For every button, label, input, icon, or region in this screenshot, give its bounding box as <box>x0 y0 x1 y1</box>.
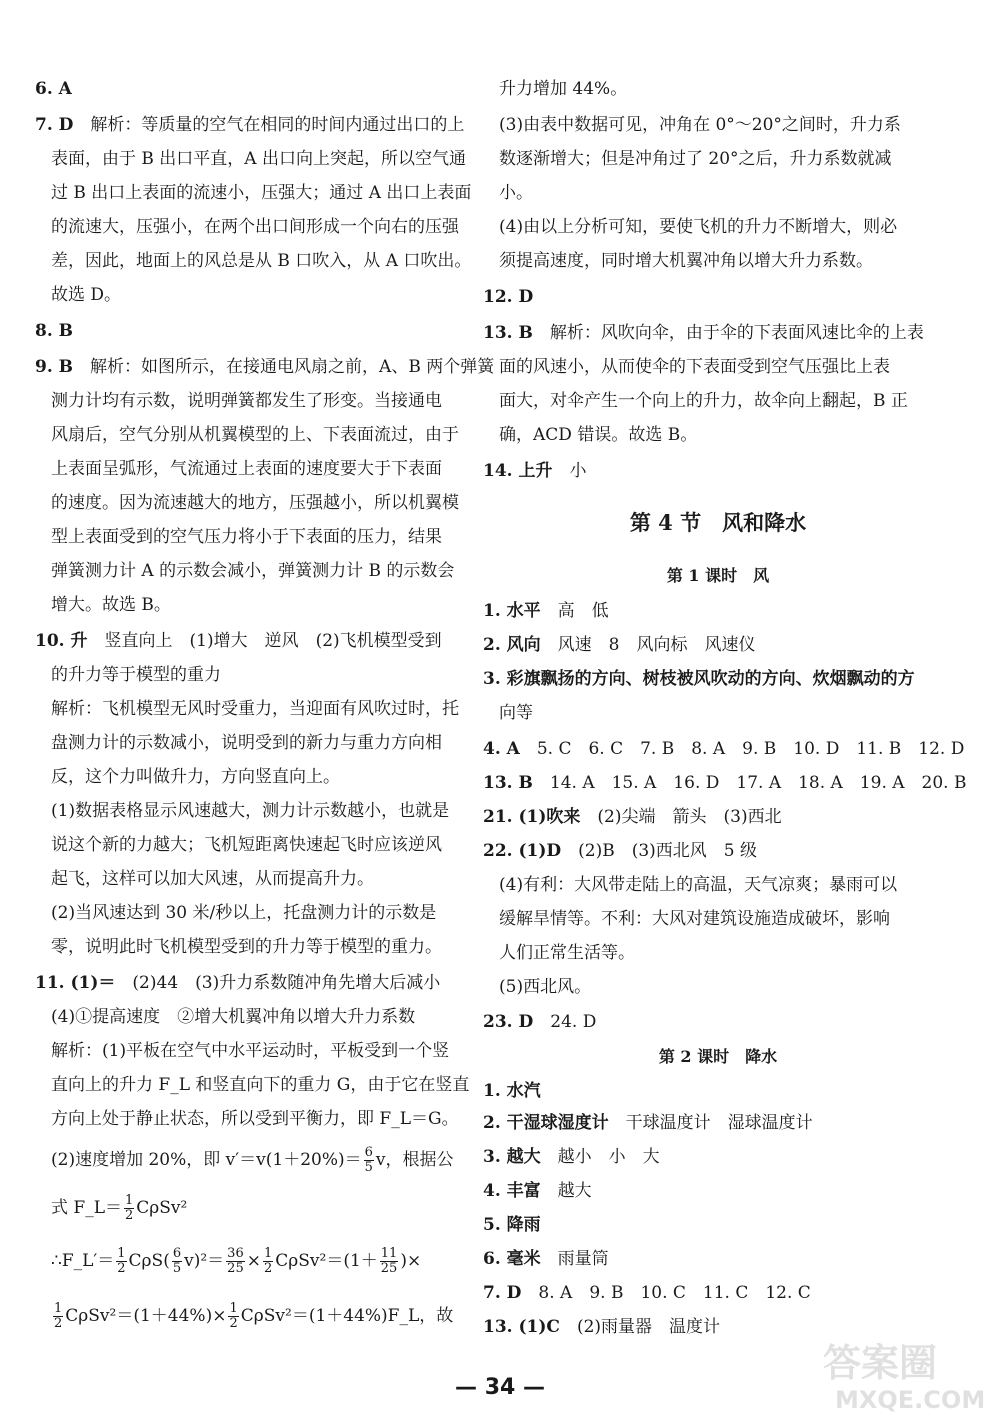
item-number: 13. B <box>483 773 533 793</box>
answer-line: 13. B 解析：风吹向伞，由于伞的下表面风速比伞的上表 <box>483 323 924 343</box>
answer-line: 表面，由于 B 出口平直，A 出口向上突起，所以空气通 <box>51 149 466 169</box>
lesson-title: 第 2 课时 降水 <box>658 1047 778 1066</box>
formula-text: (2)速度增加 20%，即 v′＝v(1＋20%)＝ <box>51 1150 362 1170</box>
formula-text: CρSv²＝(1＋44%)× <box>65 1306 227 1326</box>
answer-line: 解析：(1)平板在空气中水平运动时，平板受到一个竖 <box>51 1041 450 1061</box>
item-number: 7. D <box>483 1283 522 1303</box>
fraction <box>53 1302 63 1331</box>
formula-text: CρSv²＝(1＋ <box>275 1251 378 1271</box>
answer-line: 21. (1)吹来 (2)尖端 箭头 (3)西北 <box>483 807 782 827</box>
answer-line: 的速度。因为流速越大的地方，压强越小，所以机翼模 <box>51 493 459 513</box>
fraction <box>263 1247 273 1276</box>
formula-line <box>51 1245 421 1277</box>
item-number: 6. 毫米 <box>483 1249 541 1269</box>
answer-line: (3)由表中数据可见，冲角在 0°～20°之间时，升力系 <box>499 115 901 135</box>
answer-line: 小。 <box>499 183 533 203</box>
item-number: 1. 水汽 <box>483 1081 541 1101</box>
watermark-logo <box>815 1330 990 1415</box>
fraction-numerator: 1 <box>117 1246 126 1261</box>
formula-line <box>51 1144 454 1176</box>
formula-text: v)²＝ <box>184 1251 225 1271</box>
answer-line <box>483 1209 541 1241</box>
answer-line: 弹簧测力计 A 的示数会减小，弹簧测力计 B 的示数会 <box>51 561 455 581</box>
formula-text: × <box>246 1251 261 1271</box>
answer-line: 22. (1)D (2)B (3)西北风 5 级 <box>483 841 758 861</box>
fraction-denominator: 5 <box>364 1160 373 1175</box>
fraction-numerator: 6 <box>172 1246 182 1261</box>
fraction-denominator: 2 <box>117 1261 126 1276</box>
formula-text: CρSv²＝(1＋44%)F_L，故 <box>240 1306 454 1326</box>
answer-line: 11. (1)＝ (2)44 (3)升力系数随冲角先增大后减小 <box>35 973 441 993</box>
answer-line: 风扇后，空气分别从机翼模型的上、下表面流过，由于 <box>51 425 459 445</box>
item-number: 22. (1)D <box>483 841 562 861</box>
answer-line: 说这个新的力越大；飞机短距离快速起飞时应该逆风 <box>51 835 442 855</box>
answer-line: 故选 D。 <box>51 285 122 305</box>
item-number: 13. B <box>483 323 533 343</box>
item-number: 7. D <box>35 115 74 135</box>
item-number: 23. D <box>483 1012 534 1032</box>
fraction-denominator: 25 <box>380 1261 398 1276</box>
answer-line: 7. D 8. A 9. B 10. C 11. C 12. C <box>483 1283 811 1303</box>
item-number: 3. 彩旗飘扬的方向、树枝被风吹动的方向、炊烟飘动的方 <box>483 669 915 689</box>
fraction <box>364 1146 374 1175</box>
answer-line <box>35 73 72 105</box>
fraction <box>226 1247 245 1276</box>
answer-line: 2. 干湿球湿度计 干球温度计 湿球温度计 <box>483 1113 813 1133</box>
item-number: 5. 降雨 <box>483 1215 541 1235</box>
fraction-denominator: 5 <box>172 1261 182 1276</box>
answer-line: 2. 风向 风速 8 风向标 风速仪 <box>483 635 756 655</box>
answer-line: 直向上的升力 F_L 和竖直向下的重力 G，由于它在竖直 <box>51 1075 470 1095</box>
answer-line: 3. 越大 越小 小 大 <box>483 1147 660 1167</box>
answer-line: 数逐渐增大；但是冲角过了 20°之后，升力系数就减 <box>499 149 892 169</box>
item-number: 12. D <box>483 287 534 307</box>
page-number: — 34 — <box>455 1375 545 1400</box>
answer-line: 6. 毫米 雨量筒 <box>483 1249 609 1269</box>
fraction-numerator: 1 <box>229 1301 238 1316</box>
answer-line: 盘测力计的示数减小，说明受到的新力与重力方向相 <box>51 733 442 753</box>
answer-line: 9. B 解析：如图所示，在接通电风扇之前，A、B 两个弹簧 <box>35 357 495 377</box>
answer-line: 差，因此，地面上的风总是从 B 口吹入，从 A 口吹出。 <box>51 251 472 271</box>
answer-line: 向等 <box>499 703 533 723</box>
item-number: 2. 干湿球湿度计 <box>483 1113 609 1133</box>
answer-line: 缓解旱情等。不利：大风对建筑设施造成破坏，影响 <box>499 909 890 929</box>
answer-line: 23. D 24. D <box>483 1012 597 1032</box>
fraction <box>172 1247 182 1276</box>
item-number: 11. (1)＝ <box>35 973 116 993</box>
lesson-title: 第 1 课时 风 <box>666 566 770 585</box>
answer-line: 确，ACD 错误。故选 B。 <box>499 425 698 445</box>
answer-line <box>483 663 915 695</box>
answer-line: (1)数据表格显示风速越大，测力计示数越小，也就是 <box>51 801 450 821</box>
item-number: 2. 风向 <box>483 635 541 655</box>
answer-line: 的流速大，压强小，在两个出口间形成一个向右的压强 <box>51 217 459 237</box>
answer-line <box>483 281 533 313</box>
answer-line: (4)有利：大风带走陆上的高温，天气凉爽；暴雨可以 <box>499 875 898 895</box>
answer-line: 7. D 解析：等质量的空气在相同的时间内通过出口的上 <box>35 115 465 135</box>
fraction-denominator: 2 <box>263 1261 273 1276</box>
answer-line: (4)由以上分析可知，要使飞机的升力不断增大，则必 <box>499 217 898 237</box>
answer-line: (4)①提高速度 ②增大机翼冲角以增大升力系数 <box>51 1007 416 1027</box>
answer-line: 解析：飞机模型无风时受重力，当迎面有风吹过时，托 <box>51 699 459 719</box>
answer-line: 面大，对伞产生一个向上的升力，故伞向上翻起，B 正 <box>499 391 908 411</box>
item-number: 4. 丰富 <box>483 1181 541 1201</box>
fraction-numerator: 36 <box>227 1246 244 1261</box>
answer-line: 13. B 14. A 15. A 16. D 17. A 18. A 19. A 20. B <box>483 773 967 793</box>
fraction-numerator: 6 <box>364 1145 373 1160</box>
fraction <box>116 1247 126 1276</box>
formula-text: )× <box>400 1251 422 1271</box>
answer-line: 4. A 5. C 6. C 7. B 8. A 9. B 10. D 11. B 12. D <box>483 739 965 759</box>
watermark-text: 答案圈 <box>823 1341 938 1385</box>
answer-line: 升力增加 44%。 <box>499 79 628 99</box>
fraction-numerator: 1 <box>125 1193 134 1208</box>
answer-line: 反，这个力叫做升力，方向竖直向上。 <box>51 767 340 787</box>
item-number: 4. A <box>483 739 520 759</box>
answer-line: 测力计均有示数，说明弹簧都发生了形变。当接通电 <box>51 391 442 411</box>
item-number: 3. 越大 <box>483 1147 541 1167</box>
formula-text: 式 F_L＝ <box>51 1198 122 1218</box>
answer-line <box>35 315 73 347</box>
answer-line: 的升力等于模型的重力 <box>51 665 221 685</box>
formula-line <box>51 1300 453 1332</box>
answer-line: 零，说明此时飞机模型受到的升力等于模型的重力。 <box>51 937 442 957</box>
fraction-denominator: 2 <box>54 1316 63 1331</box>
fraction-denominator: 25 <box>227 1261 244 1276</box>
answer-line: 4. 丰富 越大 <box>483 1181 592 1201</box>
answer-line <box>483 1075 541 1107</box>
answer-line: 方向上处于静止状态，所以受到平衡力，即 F_L＝G。 <box>51 1109 459 1129</box>
formula-text: ∴F_L′＝ <box>51 1251 115 1271</box>
answer-line: 10. 升 竖直向上 (1)增大 逆风 (2)飞机模型受到 <box>35 631 442 651</box>
answer-line: 人们正常生活等。 <box>499 943 635 963</box>
item-number: 14. 上升 <box>483 461 553 481</box>
answer-line: 面的风速小，从而使伞的下表面受到空气压强比上表 <box>499 357 890 377</box>
answer-line: (5)西北风。 <box>499 977 592 997</box>
section-title: 第 4 节 风和降水 <box>629 510 807 535</box>
formula-text: v，根据公 <box>375 1150 454 1170</box>
answer-line: 1. 水平 高 低 <box>483 601 609 621</box>
fraction <box>124 1194 134 1223</box>
fraction-denominator: 2 <box>125 1208 134 1223</box>
fraction <box>380 1247 399 1276</box>
formula-text: CρSv² <box>136 1198 188 1218</box>
answer-line: 上表面呈弧形，气流通过上表面的速度要大于下表面 <box>51 459 442 479</box>
fraction-numerator: 1 <box>263 1246 273 1261</box>
item-number: 21. (1)吹来 <box>483 807 581 827</box>
formula-line <box>51 1192 187 1224</box>
item-number: 10. 升 <box>35 631 88 651</box>
fraction-numerator: 11 <box>380 1246 398 1261</box>
fraction-numerator: 1 <box>54 1301 63 1316</box>
answer-line: 起飞，这样可以加大风速，从而提高升力。 <box>51 869 374 889</box>
answer-line: 14. 上升 小 <box>483 461 587 481</box>
answer-line: 13. (1)C (2)雨量器 温度计 <box>483 1317 721 1337</box>
formula-text: CρS( <box>128 1251 170 1271</box>
watermark-url: MXQE.COM <box>835 1386 986 1414</box>
watermark-graphic <box>815 1330 990 1415</box>
answer-line: 须提高速度，同时增大机翼冲角以增大升力系数。 <box>499 251 873 271</box>
answer-line: 型上表面受到的空气压力将小于下表面的压力，结果 <box>51 527 442 547</box>
item-number: 6. A <box>35 79 72 99</box>
fraction-denominator: 2 <box>229 1316 238 1331</box>
answer-line: 过 B 出口上表面的流速小，压强大；通过 A 出口上表面 <box>51 183 472 203</box>
item-number: 13. (1)C <box>483 1317 560 1337</box>
item-number: 1. 水平 <box>483 601 541 621</box>
item-number: 9. B <box>35 357 74 377</box>
answer-line: 增大。故选 B。 <box>51 595 171 615</box>
fraction <box>228 1302 238 1331</box>
answer-line: (2)当风速达到 30 米/秒以上，托盘测力计的示数是 <box>51 903 437 923</box>
item-number: 8. B <box>35 321 74 341</box>
